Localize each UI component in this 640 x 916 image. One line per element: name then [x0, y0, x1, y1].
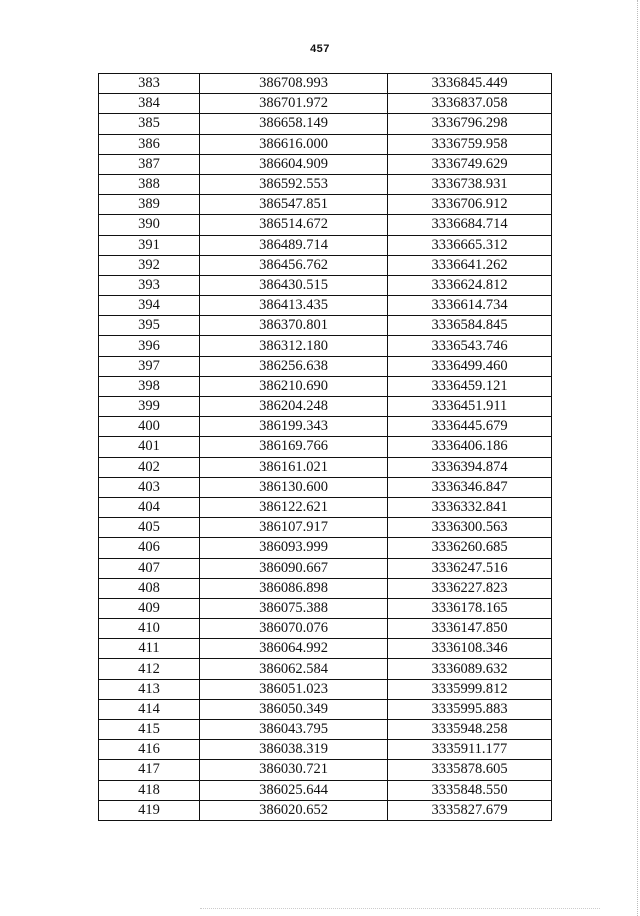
table-row: [99, 74, 552, 94]
table-row: [99, 255, 552, 275]
y-coordinate-cell: 3336459.121: [388, 376, 552, 396]
y-coordinate-cell: 3336394.874: [388, 457, 552, 477]
x-coordinate-cell: 386456.762: [200, 255, 388, 275]
point-number-cell: 415: [99, 720, 200, 740]
x-coordinate-cell: 386413.435: [200, 296, 388, 316]
x-coordinate-cell: 386489.714: [200, 235, 388, 255]
scan-edge-marks: [635, 0, 638, 916]
point-number-cell: 384: [99, 94, 200, 114]
y-coordinate-cell: 3336445.679: [388, 417, 552, 437]
table-row: [99, 699, 552, 719]
point-number-cell: 419: [99, 800, 200, 820]
table-row: [99, 477, 552, 497]
point-number-cell: 417: [99, 760, 200, 780]
table-row: [99, 720, 552, 740]
x-coordinate-cell: 386616.000: [200, 134, 388, 154]
x-coordinate-cell: 386051.023: [200, 679, 388, 699]
point-number-cell: 385: [99, 114, 200, 134]
point-number-cell: 412: [99, 659, 200, 679]
table-row: [99, 760, 552, 780]
table-row: [99, 154, 552, 174]
y-coordinate-cell: 3335878.605: [388, 760, 552, 780]
y-coordinate-cell: 3336247.516: [388, 558, 552, 578]
y-coordinate-cell: 3335848.550: [388, 780, 552, 800]
x-coordinate-cell: 386161.021: [200, 457, 388, 477]
table-row: [99, 336, 552, 356]
x-coordinate-cell: 386169.766: [200, 437, 388, 457]
x-coordinate-cell: 386708.993: [200, 74, 388, 94]
point-number-cell: 403: [99, 477, 200, 497]
point-number-cell: 404: [99, 497, 200, 517]
y-coordinate-cell: 3336332.841: [388, 497, 552, 517]
table-row: [99, 619, 552, 639]
table-row: [99, 457, 552, 477]
y-coordinate-cell: 3336624.812: [388, 275, 552, 295]
table-row: [99, 397, 552, 417]
table-row: [99, 437, 552, 457]
x-coordinate-cell: 386122.621: [200, 497, 388, 517]
point-number-cell: 405: [99, 518, 200, 538]
coordinate-table: [98, 73, 552, 821]
y-coordinate-cell: 3336845.449: [388, 74, 552, 94]
x-coordinate-cell: 386070.076: [200, 619, 388, 639]
point-number-cell: 390: [99, 215, 200, 235]
y-coordinate-cell: 3336406.186: [388, 437, 552, 457]
table-row: [99, 114, 552, 134]
table-row: [99, 740, 552, 760]
y-coordinate-cell: 3336227.823: [388, 578, 552, 598]
table-row: [99, 679, 552, 699]
scan-bottom-mark: [200, 908, 600, 909]
point-number-cell: 388: [99, 174, 200, 194]
point-number-cell: 414: [99, 699, 200, 719]
table-row: [99, 94, 552, 114]
point-number-cell: 386: [99, 134, 200, 154]
table-row: [99, 215, 552, 235]
y-coordinate-cell: 3335948.258: [388, 720, 552, 740]
table-row: [99, 558, 552, 578]
table-row: [99, 174, 552, 194]
y-coordinate-cell: 3336837.058: [388, 94, 552, 114]
point-number-cell: 401: [99, 437, 200, 457]
y-coordinate-cell: 3336796.298: [388, 114, 552, 134]
point-number-cell: 396: [99, 336, 200, 356]
table-row: [99, 598, 552, 618]
table-row: [99, 134, 552, 154]
point-number-cell: 383: [99, 74, 200, 94]
y-coordinate-cell: 3336260.685: [388, 538, 552, 558]
y-coordinate-cell: 3336147.850: [388, 619, 552, 639]
point-number-cell: 392: [99, 255, 200, 275]
point-number-cell: 397: [99, 356, 200, 376]
point-number-cell: 416: [99, 740, 200, 760]
point-number-cell: 402: [99, 457, 200, 477]
x-coordinate-cell: 386050.349: [200, 699, 388, 719]
table-row: [99, 296, 552, 316]
point-number-cell: 408: [99, 578, 200, 598]
x-coordinate-cell: 386312.180: [200, 336, 388, 356]
x-coordinate-cell: 386370.801: [200, 316, 388, 336]
x-coordinate-cell: 386038.319: [200, 740, 388, 760]
x-coordinate-cell: 386025.644: [200, 780, 388, 800]
y-coordinate-cell: 3336499.460: [388, 356, 552, 376]
y-coordinate-cell: 3336178.165: [388, 598, 552, 618]
table-row: [99, 659, 552, 679]
point-number-cell: 394: [99, 296, 200, 316]
x-coordinate-cell: 386064.992: [200, 639, 388, 659]
y-coordinate-cell: 3335999.812: [388, 679, 552, 699]
table-row: [99, 780, 552, 800]
point-number-cell: 400: [99, 417, 200, 437]
coordinate-table-body: [99, 74, 552, 821]
y-coordinate-cell: 3335827.679: [388, 800, 552, 820]
x-coordinate-cell: 386701.972: [200, 94, 388, 114]
y-coordinate-cell: 3336584.845: [388, 316, 552, 336]
table-row: [99, 376, 552, 396]
x-coordinate-cell: 386020.652: [200, 800, 388, 820]
y-coordinate-cell: 3336641.262: [388, 255, 552, 275]
point-number-cell: 411: [99, 639, 200, 659]
y-coordinate-cell: 3336346.847: [388, 477, 552, 497]
x-coordinate-cell: 386592.553: [200, 174, 388, 194]
x-coordinate-cell: 386256.638: [200, 356, 388, 376]
x-coordinate-cell: 386210.690: [200, 376, 388, 396]
y-coordinate-cell: 3336706.912: [388, 195, 552, 215]
x-coordinate-cell: 386086.898: [200, 578, 388, 598]
y-coordinate-cell: 3336759.958: [388, 134, 552, 154]
point-number-cell: 393: [99, 275, 200, 295]
point-number-cell: 399: [99, 397, 200, 417]
point-number-cell: 387: [99, 154, 200, 174]
x-coordinate-cell: 386090.667: [200, 558, 388, 578]
point-number-cell: 413: [99, 679, 200, 699]
x-coordinate-cell: 386043.795: [200, 720, 388, 740]
point-number-cell: 410: [99, 619, 200, 639]
table-row: [99, 538, 552, 558]
y-coordinate-cell: 3336665.312: [388, 235, 552, 255]
point-number-cell: 391: [99, 235, 200, 255]
table-row: [99, 497, 552, 517]
point-number-cell: 398: [99, 376, 200, 396]
table-row: [99, 800, 552, 820]
table-row: [99, 639, 552, 659]
y-coordinate-cell: 3336738.931: [388, 174, 552, 194]
table-row: [99, 356, 552, 376]
point-number-cell: 409: [99, 598, 200, 618]
y-coordinate-cell: 3336543.746: [388, 336, 552, 356]
point-number-cell: 389: [99, 195, 200, 215]
table-row: [99, 316, 552, 336]
table-row: [99, 518, 552, 538]
y-coordinate-cell: 3336451.911: [388, 397, 552, 417]
x-coordinate-cell: 386547.851: [200, 195, 388, 215]
y-coordinate-cell: 3336108.346: [388, 639, 552, 659]
point-number-cell: 418: [99, 780, 200, 800]
page-number: 457: [310, 43, 330, 55]
y-coordinate-cell: 3336300.563: [388, 518, 552, 538]
point-number-cell: 406: [99, 538, 200, 558]
y-coordinate-cell: 3336684.714: [388, 215, 552, 235]
table-row: [99, 195, 552, 215]
x-coordinate-cell: 386199.343: [200, 417, 388, 437]
table-row: [99, 275, 552, 295]
x-coordinate-cell: 386658.149: [200, 114, 388, 134]
x-coordinate-cell: 386093.999: [200, 538, 388, 558]
x-coordinate-cell: 386604.909: [200, 154, 388, 174]
x-coordinate-cell: 386514.672: [200, 215, 388, 235]
x-coordinate-cell: 386430.515: [200, 275, 388, 295]
y-coordinate-cell: 3336614.734: [388, 296, 552, 316]
x-coordinate-cell: 386204.248: [200, 397, 388, 417]
y-coordinate-cell: 3336089.632: [388, 659, 552, 679]
table-row: [99, 578, 552, 598]
point-number-cell: 395: [99, 316, 200, 336]
point-number-cell: 407: [99, 558, 200, 578]
table-row: [99, 417, 552, 437]
x-coordinate-cell: 386075.388: [200, 598, 388, 618]
table-row: [99, 235, 552, 255]
y-coordinate-cell: 3336749.629: [388, 154, 552, 174]
x-coordinate-cell: 386130.600: [200, 477, 388, 497]
x-coordinate-cell: 386030.721: [200, 760, 388, 780]
x-coordinate-cell: 386107.917: [200, 518, 388, 538]
y-coordinate-cell: 3335911.177: [388, 740, 552, 760]
x-coordinate-cell: 386062.584: [200, 659, 388, 679]
y-coordinate-cell: 3335995.883: [388, 699, 552, 719]
